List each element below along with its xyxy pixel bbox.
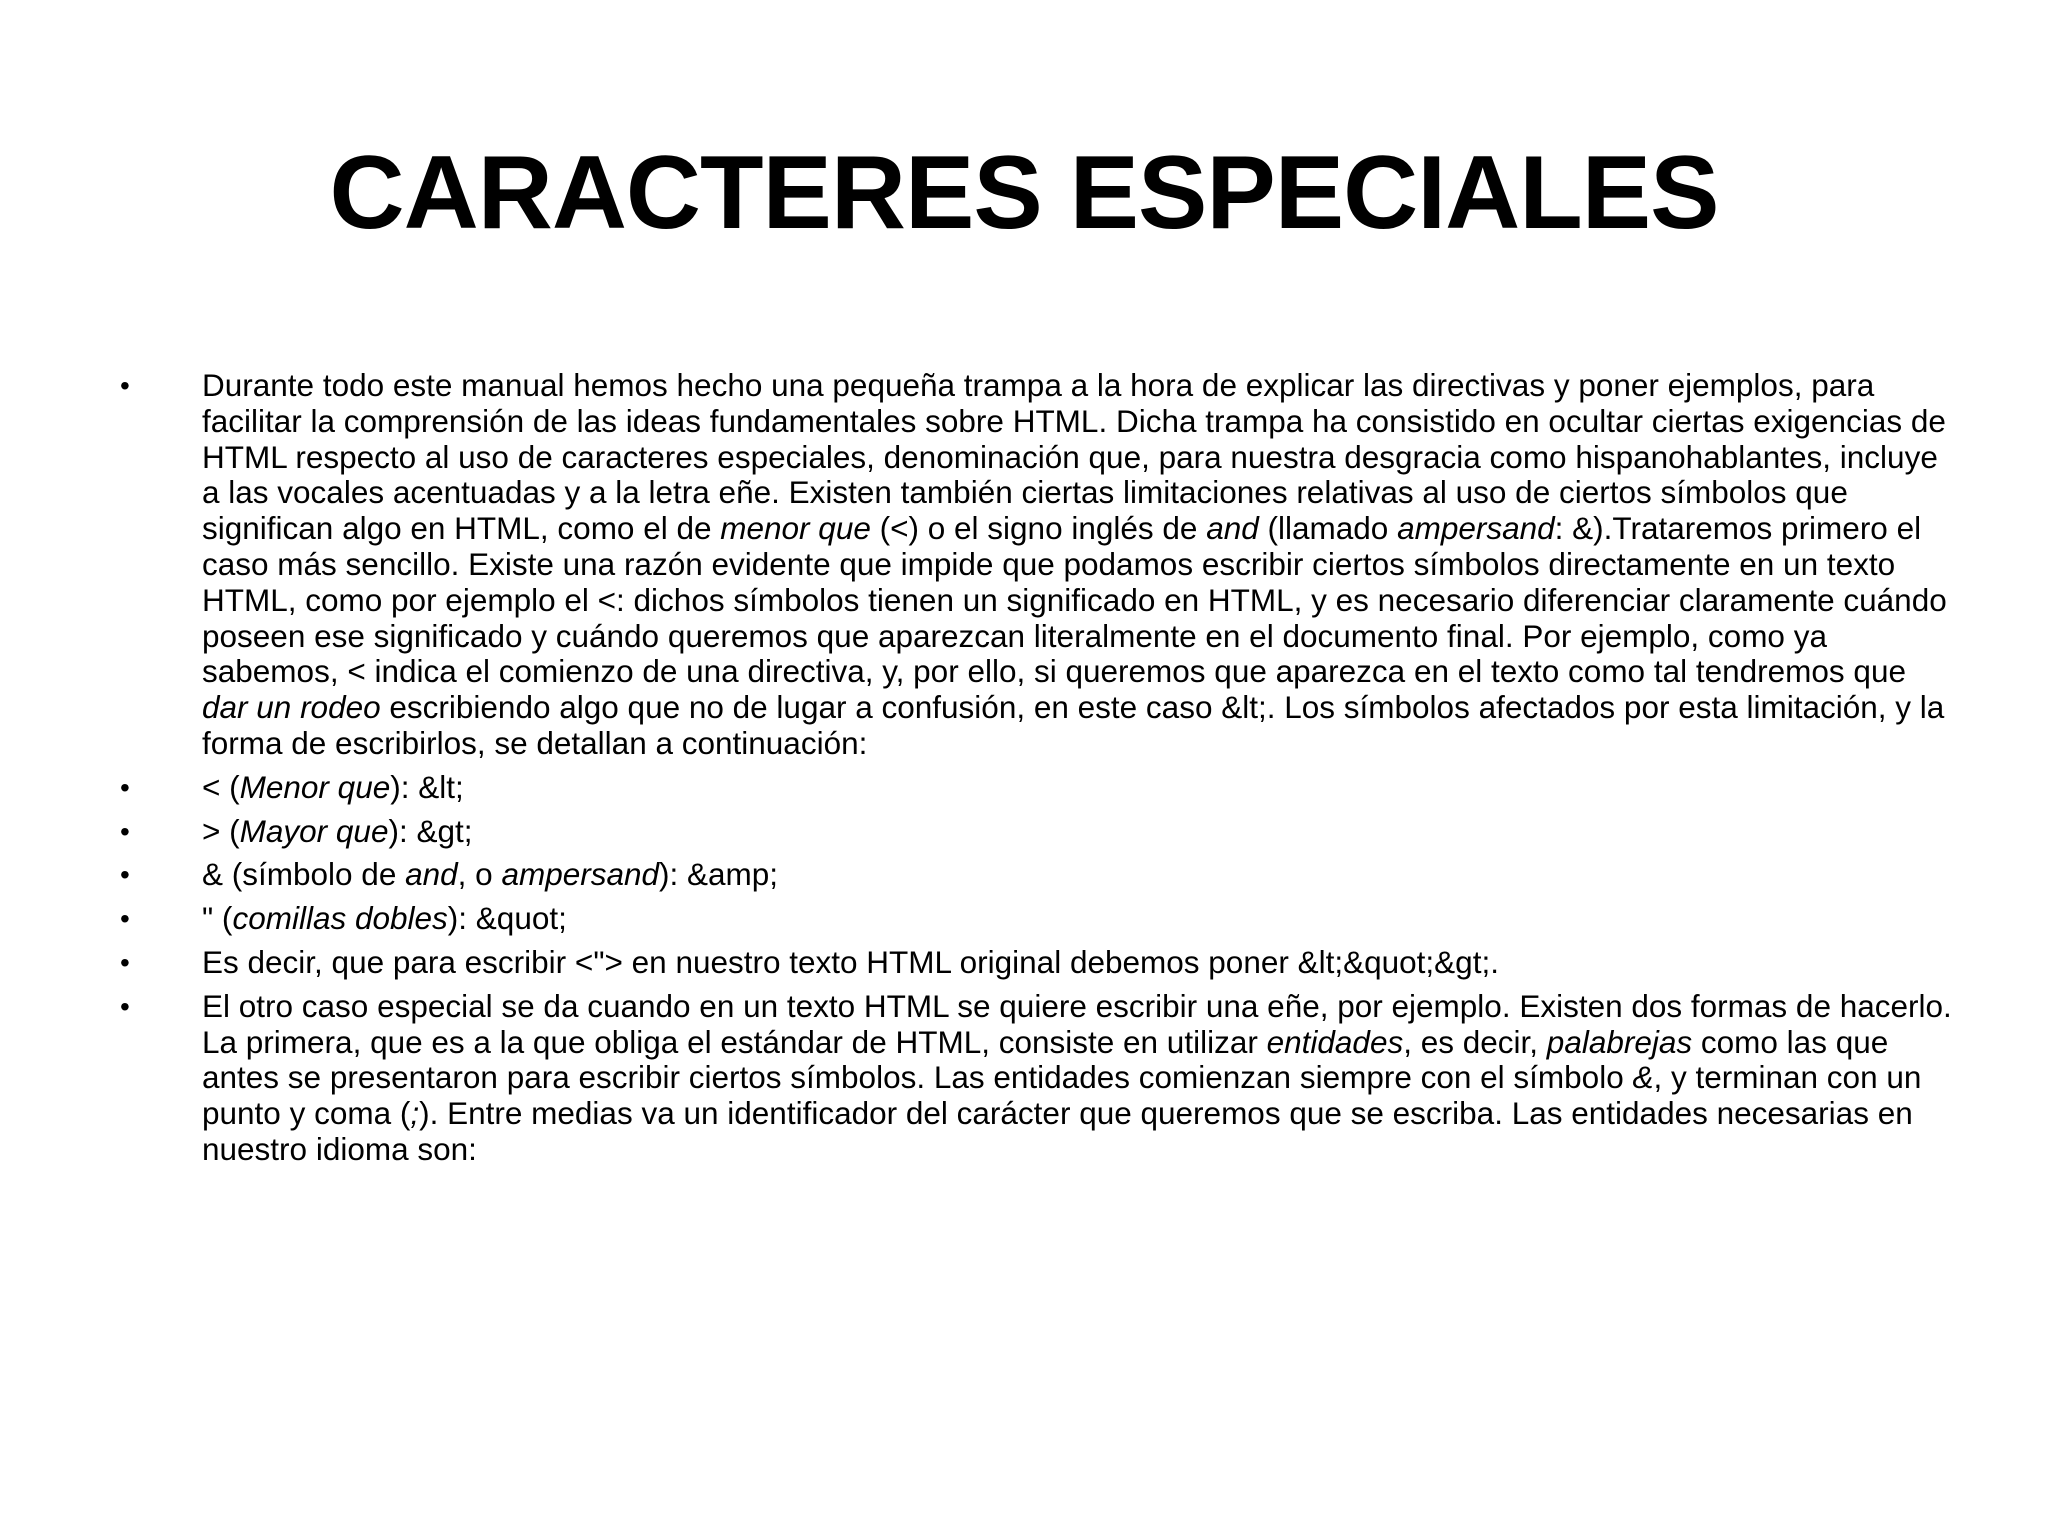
bullet-text (202, 989, 1960, 1168)
text-run: (llamado (1258, 510, 1398, 547)
bullet-icon: • (120, 815, 130, 847)
bullet-text (202, 770, 1960, 806)
bullet-icon: • (120, 771, 130, 803)
bullet-icon: • (120, 859, 130, 891)
bullet-item (120, 814, 1960, 850)
bullet-icon: • (120, 946, 130, 978)
italic-text: ampersand (501, 856, 660, 893)
text-run: " ( (202, 900, 233, 937)
text-run: escribiendo algo que no de lugar a confusión, en este caso &lt;. Los símbolos afectados por esta limitación, y la forma de escribirlos, se detallan a continuación: (202, 689, 1945, 761)
italic-text: comillas dobles (232, 900, 448, 937)
text-run: , y terminan con un punto y coma ( (202, 1059, 1922, 1132)
bullet-icon: • (120, 990, 130, 1022)
italic-text: entidades (1266, 1023, 1404, 1060)
text-run: ): &gt; (388, 812, 473, 849)
italic-text: and (405, 856, 458, 893)
italic-text: & (1632, 1059, 1654, 1096)
bullet-icon: • (120, 903, 130, 935)
text-run: , o (457, 856, 502, 893)
text-run: ): &amp; (659, 856, 779, 893)
slide-title: CARACTERES ESPECIALES (329, 135, 1719, 251)
text-run: : &).Trataremos primero el caso más sencillo. Existe una razón evidente que impide que podamos escribir ciertos símbolos directamente en un texto HTML, como por ejemplo el <: dichos símbolos tienen un significado en HTML, y es necesario diferenciar claramente cuándo poseen ese significado y cuándo queremos que aparezcan literalmente en el documento final. Por ejemplo, como ya sabemos, < indica el comienzo de una directiva, y, por ello, si queremos que aparezca en el texto como tal tendremos que (202, 510, 1947, 690)
italic-text: Mayor que (239, 812, 389, 849)
bullet-text (202, 901, 1960, 937)
text-run: Durante todo este manual hemos hecho una pequeña trampa a la hora de explicar las directivas y poner ejemplos, para facilitar la comprensión de las ideas fundamentales sobre HTML. Dicha trampa ha consistido en ocultar ciertas exigencias de HTML respecto al uso de caracteres especiales, denominación que, para nuestra desgracia como hispanohablantes, incluye a las vocales acentuadas y a la letra eñe. Existen también ciertas limitaciones relativas al uso de ciertos símbolos que significan algo en HTML, como el de (202, 367, 1946, 547)
bullet-item (120, 989, 1960, 1168)
italic-text: dar un rodeo (202, 689, 381, 726)
text-run: & (símbolo de (202, 856, 406, 893)
text-run: como las que antes se presentaron para escribir ciertos símbolos. Las entidades comienzan siempre con el símbolo (202, 1023, 1889, 1096)
italic-text: menor que (720, 510, 871, 547)
bullet-item (120, 945, 1960, 981)
text-run: El otro caso especial se da cuando en un texto HTML se quiere escribir una eñe, por ejemplo. Existen dos formas de hacerlo. La primera, que es a la que obliga el estándar de HTML, consiste en utilizar (202, 987, 1952, 1060)
text-run: ): &lt; (390, 768, 464, 805)
italic-text: and (1206, 510, 1259, 547)
text-run: ). Entre medias va un identificador del carácter que queremos que se escriba. Las entidades necesarias en nuestro idioma son: (202, 1095, 1913, 1167)
italic-text: ampersand (1397, 510, 1555, 547)
text-run: Es decir, que para escribir <"> en nuestro texto HTML original debemos poner &lt;&quot;&gt;. (202, 943, 1499, 980)
bullet-item (120, 857, 1960, 893)
bullet-icon: • (120, 370, 130, 401)
text-run: , es decir, (1403, 1023, 1547, 1060)
bullet-item (120, 770, 1960, 806)
text-run: > ( (202, 812, 240, 849)
bullet-item (120, 901, 1960, 937)
italic-text: Menor que (239, 768, 391, 805)
text-run: ): &quot; (447, 900, 567, 937)
bullet-list (120, 368, 1960, 1176)
bullet-text (202, 814, 1960, 850)
bullet-item (120, 368, 1960, 762)
text-run: (<) o el signo inglés de (870, 510, 1207, 547)
bullet-text (202, 368, 1960, 762)
italic-text: palabrejas (1546, 1023, 1693, 1060)
italic-text: ; (410, 1095, 420, 1132)
text-run: < ( (202, 768, 240, 805)
bullet-text (202, 945, 1960, 981)
bullet-text (202, 857, 1960, 893)
